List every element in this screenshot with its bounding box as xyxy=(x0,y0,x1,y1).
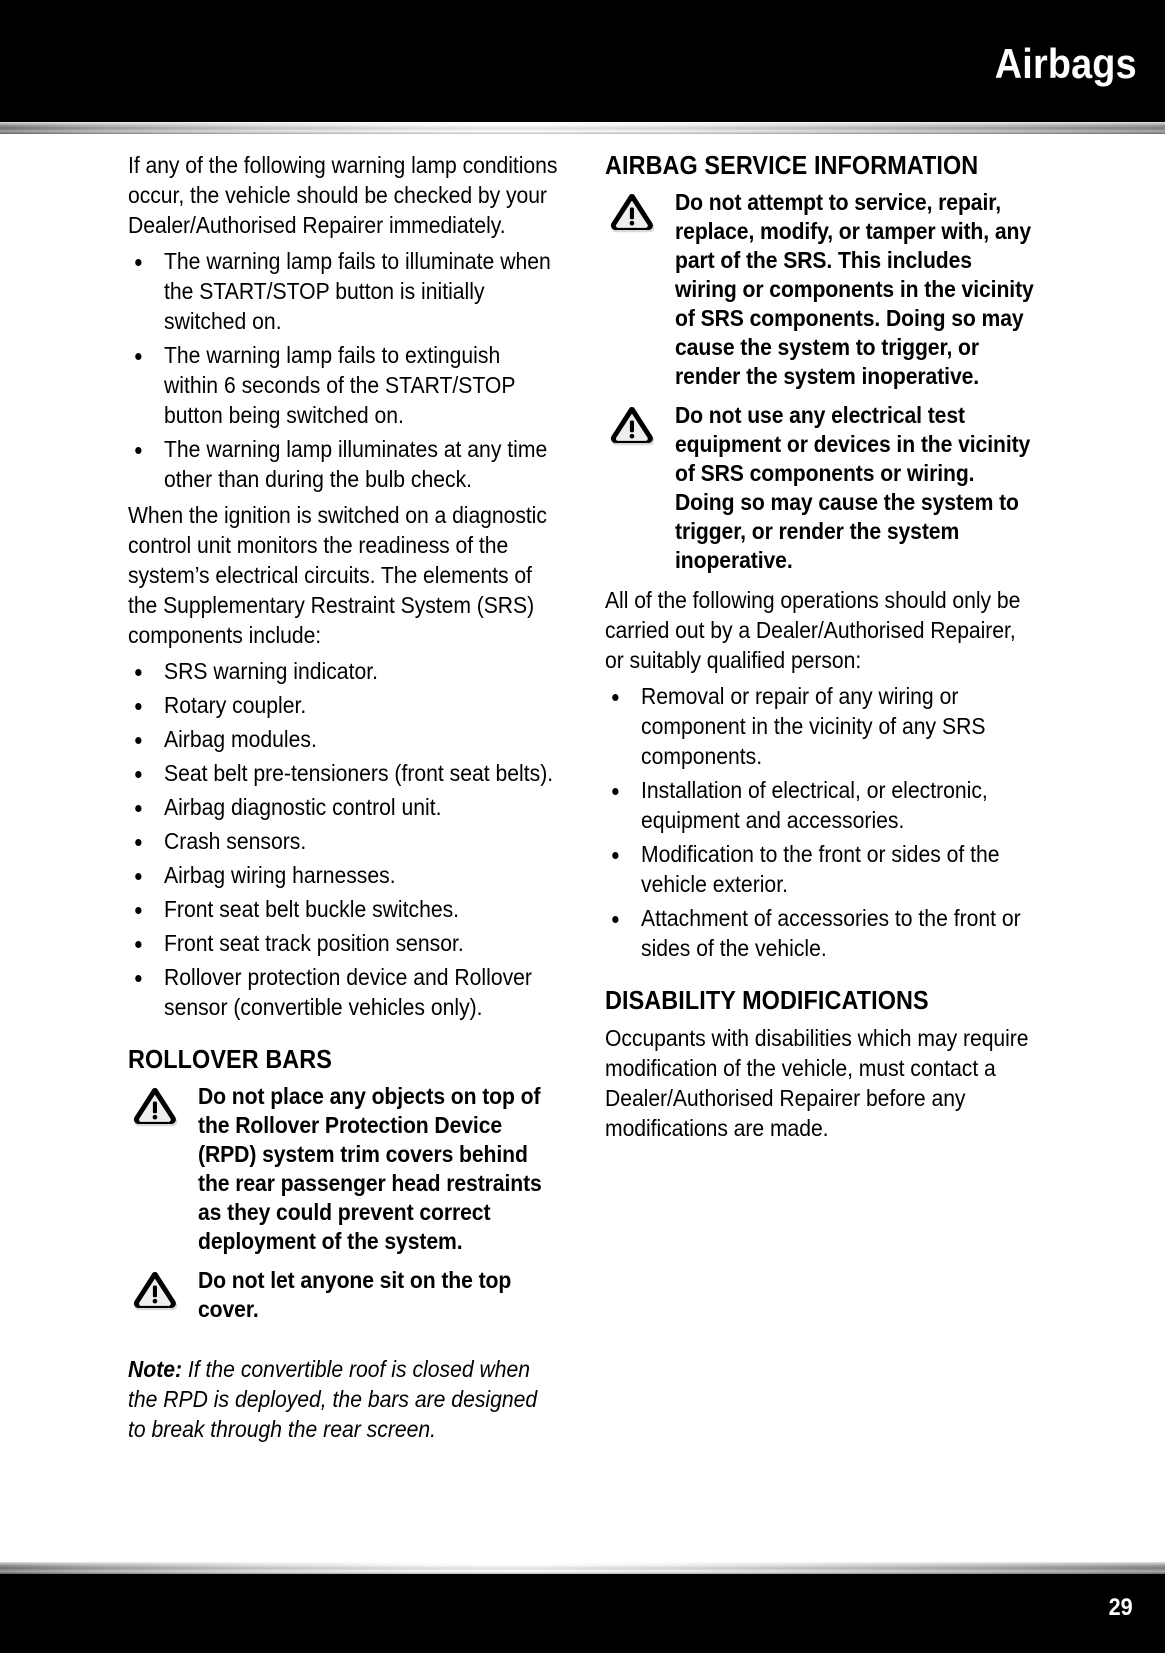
list-item: Airbag wiring harnesses. xyxy=(128,860,560,890)
lamp-conditions-list xyxy=(128,246,560,494)
warning-text: Do not attempt to service, repair, replace, modify, or tamper with, any part of the SRS. This includes wiring or components in the vicinity of SRS components. Doing so may cause the system to trigger, or render the system inoperative. xyxy=(675,189,1034,389)
page-header-band xyxy=(0,0,1165,122)
list-item: Crash sensors. xyxy=(128,826,560,856)
warning-block xyxy=(605,401,1037,575)
list-item: The warning lamp fails to illuminate when the START/STOP button is initially switched on. xyxy=(128,246,560,336)
note-label: Note: xyxy=(128,1356,183,1382)
intro-paragraph: If any of the following warning lamp conditions occur, the vehicle should be checked by your Dealer/Authorised Repairer immediately. xyxy=(128,152,558,238)
footer-metallic-divider xyxy=(0,1562,1165,1574)
list-item: Modification to the front or sides of the vehicle exterior. xyxy=(605,839,1037,899)
disability-modifications-heading: DISABILITY MODIFICATIONS xyxy=(605,985,929,1015)
airbag-service-information-heading: AIRBAG SERVICE INFORMATION xyxy=(605,150,979,180)
list-item: Front seat track position sensor. xyxy=(128,928,560,958)
disability-paragraph: Occupants with disabilities which may require modification of the vehicle, must contact a Dealer/Authorised Repairer before any modifications are made. xyxy=(605,1025,1029,1141)
warning-text: Do not let anyone sit on the top cover. xyxy=(198,1267,512,1322)
page-header-title: Airbags xyxy=(994,40,1137,87)
header-metallic-divider xyxy=(0,122,1165,134)
list-item: Removal or repair of any wiring or component in the vicinity of any SRS components. xyxy=(605,681,1037,771)
diagnostic-paragraph: When the ignition is switched on a diagnostic control unit monitors the readiness of the system’s electrical circuits. The elements of the Supplementary Restraint System (SRS) components include: xyxy=(128,502,547,648)
warning-text: Do not place any objects on top of the Rollover Protection Device (RPD) system trim covers behind the rear passenger head restraints as they could prevent correct deployment of the system. xyxy=(198,1083,542,1254)
warning-block xyxy=(128,1082,560,1256)
list-item: Installation of electrical, or electronic, equipment and accessories. xyxy=(605,775,1037,835)
operations-paragraph: All of the following operations should only be carried out by a Dealer/Authorised Repairer, or suitably qualified person: xyxy=(605,587,1021,673)
list-item: Rotary coupler. xyxy=(128,690,560,720)
note-paragraph xyxy=(128,1354,560,1444)
page-footer-band xyxy=(0,1574,1165,1653)
list-item: The warning lamp fails to extinguish within 6 seconds of the START/STOP button being switched on. xyxy=(128,340,560,430)
list-item: Front seat belt buckle switches. xyxy=(128,894,560,924)
operations-list xyxy=(605,681,1037,963)
list-item: Airbag modules. xyxy=(128,724,560,754)
list-item: SRS warning indicator. xyxy=(128,656,560,686)
warning-triangle-icon xyxy=(133,1086,181,1128)
list-item: Seat belt pre-tensioners (front seat belts). xyxy=(128,758,560,788)
warning-text: Do not use any electrical test equipment or devices in the vicinity of SRS components or wiring. Doing so may cause the system to trigger, or render the system inoperative. xyxy=(675,402,1031,573)
list-item: Rollover protection device and Rollover sensor (convertible vehicles only). xyxy=(128,962,560,1022)
page-number: 29 xyxy=(1108,1594,1133,1621)
left-column xyxy=(128,150,560,1468)
list-item: Attachment of accessories to the front or sides of the vehicle. xyxy=(605,903,1037,963)
warning-block xyxy=(128,1266,560,1324)
note-text: If the convertible roof is closed when the RPD is deployed, the bars are designed to break through the rear screen. xyxy=(128,1356,538,1442)
warning-triangle-icon xyxy=(610,405,658,447)
list-item: The warning lamp illuminates at any time other than during the bulb check. xyxy=(128,434,560,494)
warning-triangle-icon xyxy=(610,192,658,234)
right-column xyxy=(605,150,1037,1149)
warning-block xyxy=(605,188,1037,391)
srs-components-list xyxy=(128,656,560,1022)
rollover-bars-heading: ROLLOVER BARS xyxy=(128,1044,332,1074)
list-item: Airbag diagnostic control unit. xyxy=(128,792,560,822)
warning-triangle-icon xyxy=(133,1270,181,1312)
